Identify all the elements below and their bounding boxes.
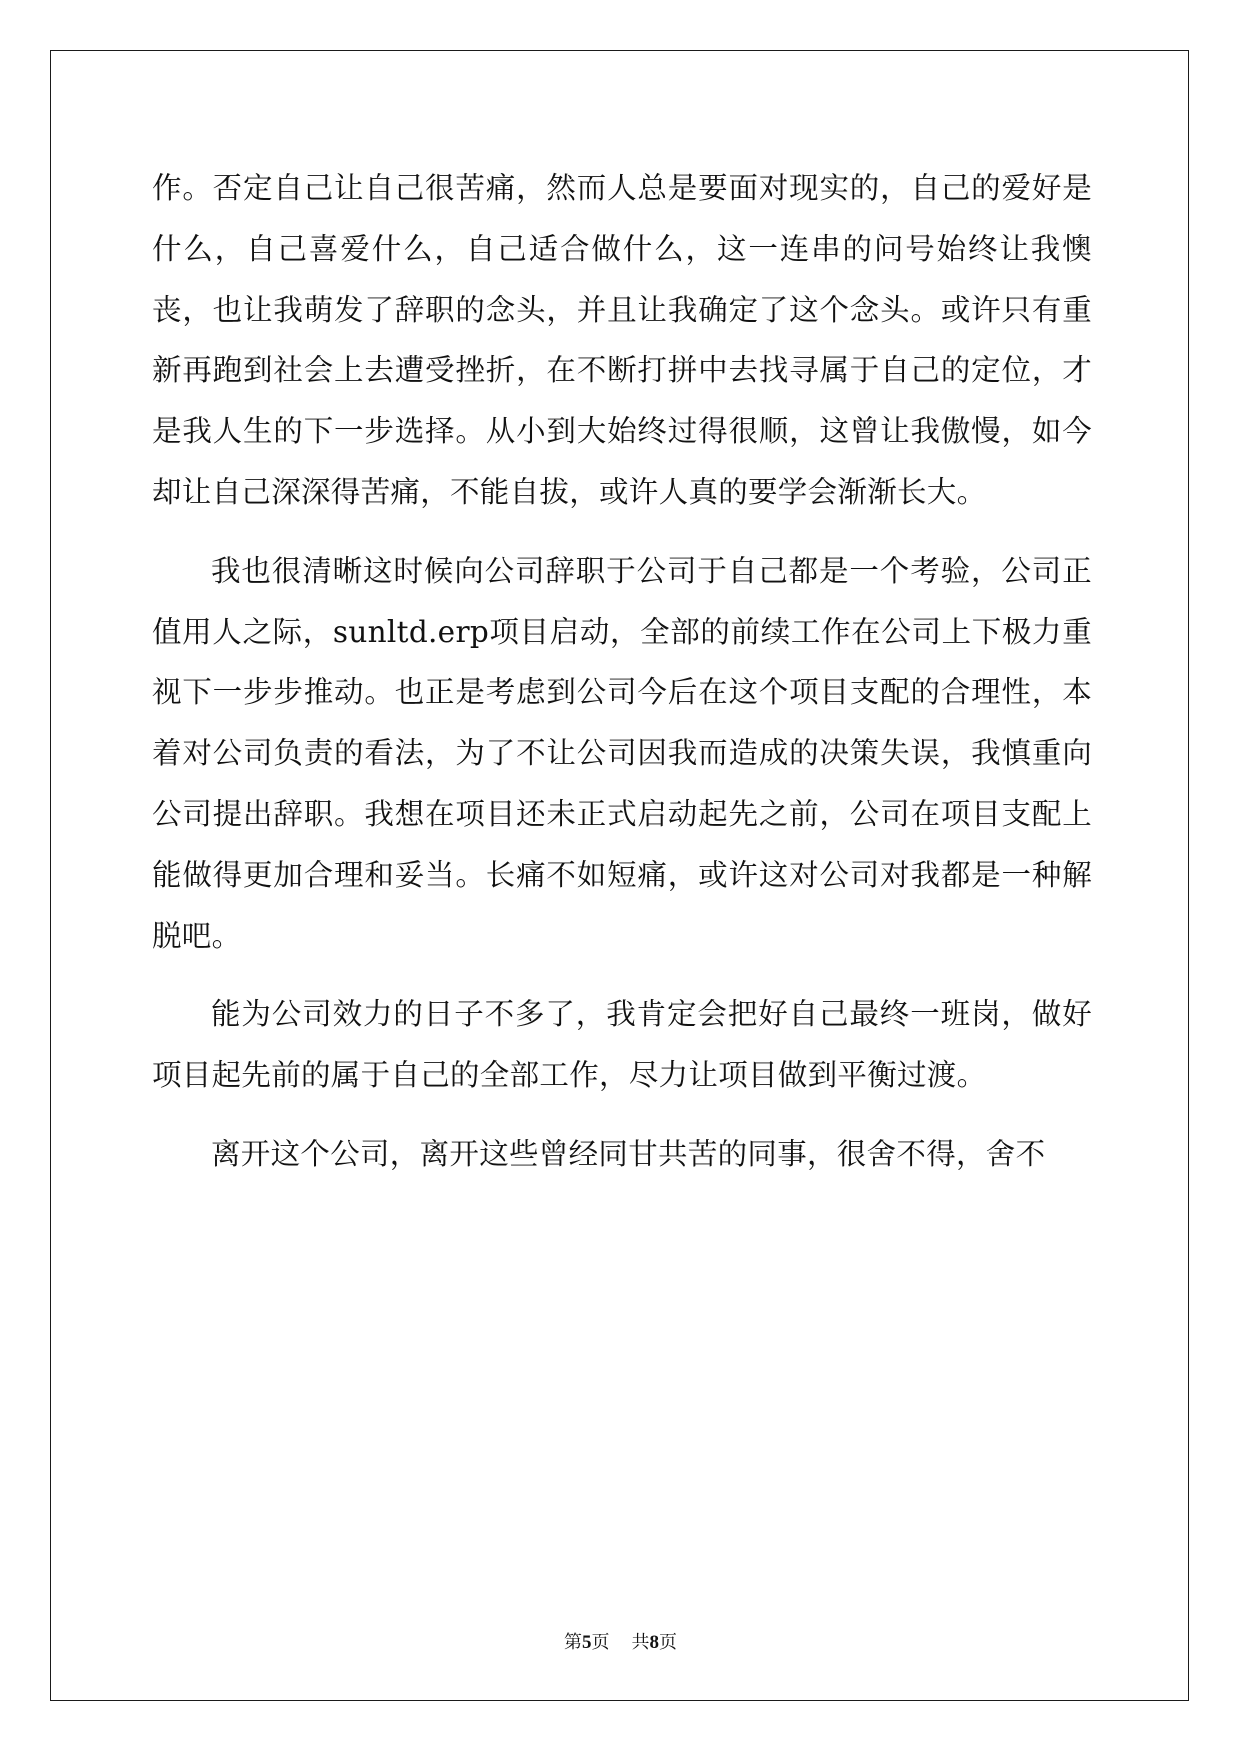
current-page-number: 5 <box>582 1632 592 1653</box>
page-footer <box>0 1628 1241 1654</box>
paragraph: 能为公司效力的日子不多了，我肯定会把好自己最终一班岗，做好项目起先前的属于自己的全部工作，尽力让项目做到平衡过渡。 <box>152 997 1092 1093</box>
total-prefix: 共 <box>631 1632 650 1653</box>
document-body <box>152 158 1092 1185</box>
paragraph-continuation: 作。否定自己让自己很苦痛，然而人总是要面对现实的，自己的爱好是什么，自己喜爱什么，自己适合做什么，这一连串的问号始终让我懊丧，也让我萌发了辞职的念头，并且让我确定了这个念头。或许只有重新再跑到社会上去遭受挫折，在不断打拼中去找寻属于自己的定位，才是我人生的下一步选择。从小到大始终过得很顺，这曾让我傲慢，如今却让自己深深得苦痛，不能自拔，或许人真的要学会渐渐长大。 <box>152 171 1092 509</box>
paragraph: 离开这个公司，离开这些曾经同甘共苦的同事，很舍不得，舍不 <box>211 1136 1046 1171</box>
paragraph: 我也很清晰这时候向公司辞职于公司于自己都是一个考验，公司正值用人之际，sunltd.erp项目启动，全部的前续工作在公司上下极力重视下一步步推动。也正是考虑到公司今后在这个项目支配的合理性，本着对公司负责的看法，为了不让公司因我而造成的决策失误，我慎重向公司提出辞职。我想在项目还未正式启动起先之前，公司在项目支配上能做得更加合理和妥当。长痛不如短痛，或许这对公司对我都是一种解脱吧。 <box>152 553 1092 953</box>
page-prefix: 第 <box>564 1632 582 1653</box>
page-suffix: 页 <box>591 1632 610 1653</box>
total-pages-number: 8 <box>649 1632 659 1653</box>
total-suffix: 页 <box>659 1632 677 1653</box>
